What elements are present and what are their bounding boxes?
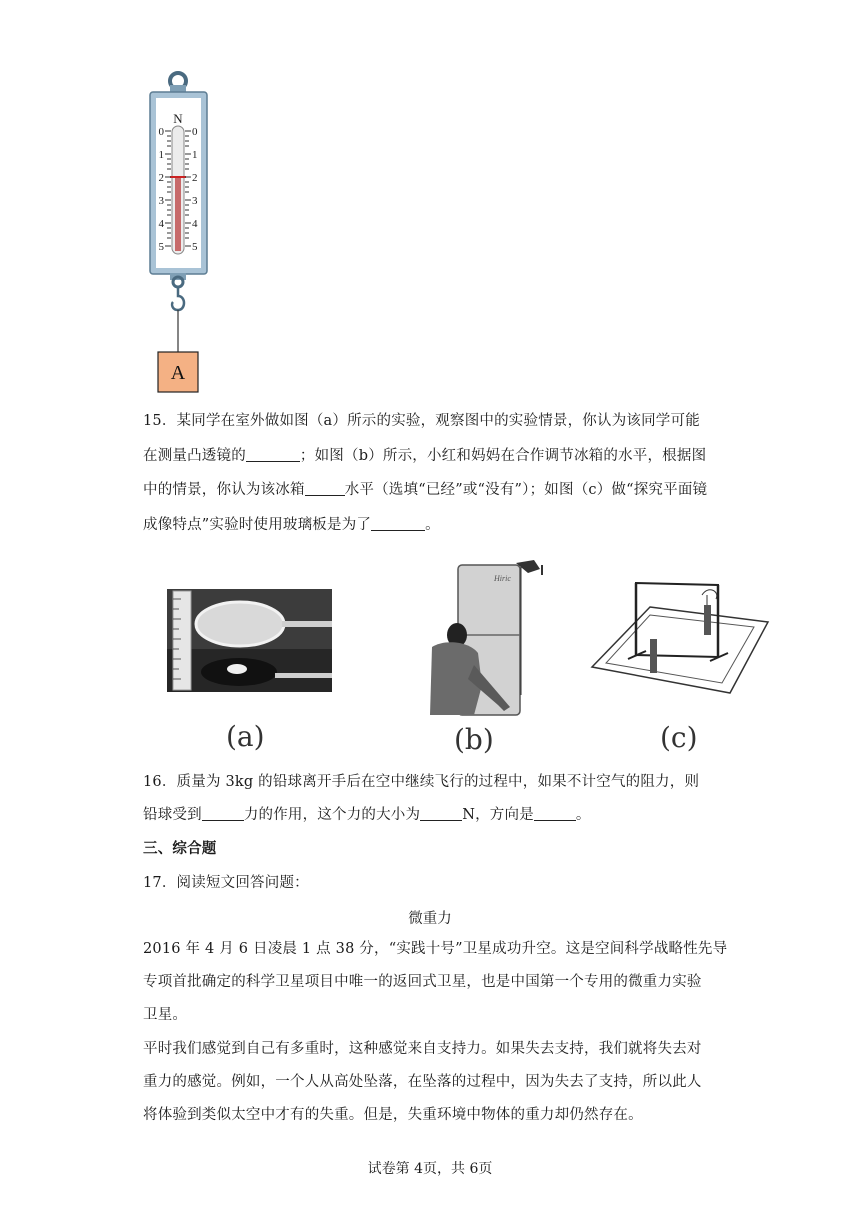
answer-blank[interactable] (246, 447, 300, 462)
scale-right-tick: 0 (192, 126, 198, 138)
section-heading: 三、综合题 (143, 840, 217, 857)
scale-right-tick: 5 (192, 241, 198, 253)
page-footer: 试卷第 4页，共 6页 (367, 1161, 493, 1177)
answer-blank[interactable] (305, 481, 345, 496)
q15-line-2: 在测量凸透镜的 ；如图（b）所示，小红和妈妈在合作调节冰箱的水平，根据图 (143, 448, 707, 464)
paragraph-line: 平时我们感觉到自己有多重时，这种感觉来自支持力。如果失去支持，我们就将失去对 (143, 1041, 702, 1057)
block-label: A (170, 362, 186, 384)
q17-intro: 17．阅读短文回答问题： (143, 875, 309, 891)
figure-c-label: (c) (660, 721, 698, 754)
figure-a-lens-photo (167, 589, 332, 692)
scale-left-tick: 3 (158, 195, 164, 207)
scale-right-tick: 2 (192, 172, 198, 184)
scale-right-tick: 3 (192, 195, 198, 207)
spring-scale-figure (140, 68, 220, 398)
q16-line-1: 16．质量为 3kg 的铅球离开手后在空中继续飞行的过程中，如果不计空气的阻力，则 (143, 774, 700, 790)
answer-blank[interactable] (371, 516, 425, 531)
paragraph-line: 将体验到类似太空中才有的失重。但是，失重环境中物体的重力却仍然存在。 (143, 1107, 643, 1123)
q16-line-2: 铅球受到 力的作用，这个力的大小为 N，方向是 。 (143, 807, 591, 823)
scale-left-tick: 2 (158, 172, 164, 184)
figure-b-fridge-photo (424, 555, 554, 717)
scale-unit: N (173, 111, 183, 126)
paragraph-line: 专项首批确定的科学卫星项目中唯一的返回式卫星，也是中国第一个专用的微重力实验 (143, 974, 702, 990)
q15-line-1: 15．某同学在室外做如图（a）所示的实验，观察图中的实验情景，你认为该同学可能 (143, 413, 700, 429)
article-title: 微重力 (408, 911, 452, 927)
answer-blank[interactable] (534, 806, 576, 821)
figure-a-label: (a) (226, 720, 265, 753)
answer-blank[interactable] (420, 806, 462, 821)
scale-right-tick: 4 (192, 218, 198, 230)
scale-left-tick: 5 (158, 241, 164, 253)
scale-left-tick: 0 (158, 126, 164, 138)
paragraph-line: 重力的感觉。例如，一个人从高处坠落，在坠落的过程中，因为失去了支持，所以此人 (143, 1074, 702, 1090)
q15-line-4: 成像特点”实验时使用玻璃板是为了 。 (143, 517, 440, 533)
figure-c-mirror-diagram (590, 575, 780, 700)
q15-line-3: 中的情景，你认为该冰箱 水平（选填“已经”或“没有”）；如图（c）做“探究平面镜 (143, 482, 708, 498)
scale-left-tick: 1 (158, 149, 164, 161)
fridge-brand-text: Hiric (494, 574, 511, 583)
scale-left-tick: 4 (158, 218, 164, 230)
paragraph-line: 2016 年 4 月 6 日凌晨 1 点 38 分，“实践十号”卫星成功升空。这是空间科学战略性先导 (143, 941, 728, 957)
scale-right-tick: 1 (192, 149, 198, 161)
figure-b-label: (b) (454, 723, 494, 756)
answer-blank[interactable] (202, 806, 244, 821)
paragraph-line: 卫星。 (143, 1007, 188, 1023)
